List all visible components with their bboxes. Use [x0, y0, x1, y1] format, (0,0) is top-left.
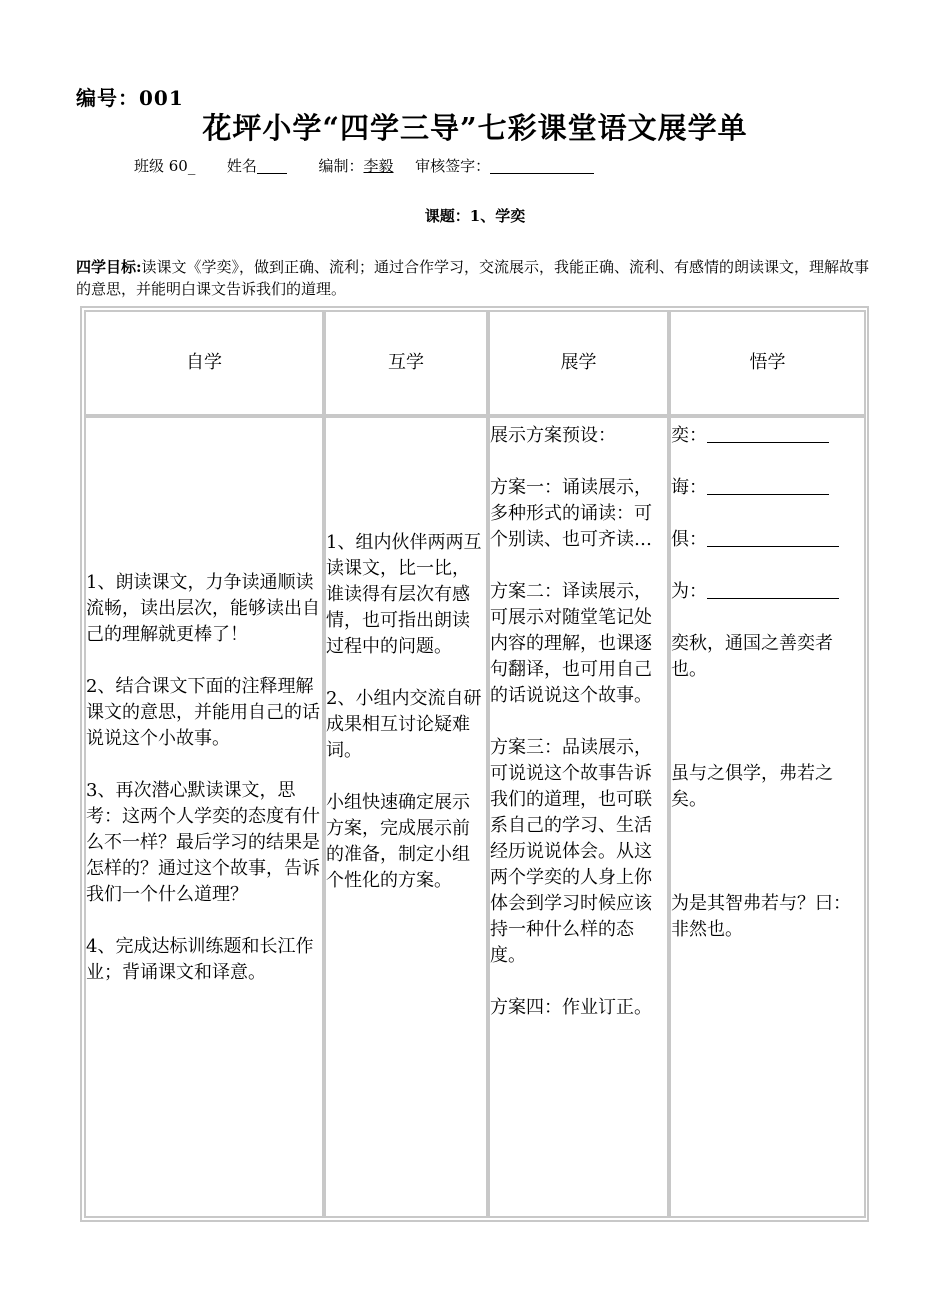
- insight-word: 俱：: [671, 529, 707, 550]
- insight-word-row: [671, 579, 864, 605]
- show-study-cell: [488, 416, 669, 1218]
- mutual-study-cell: [324, 416, 488, 1218]
- show-study-item: 方案二：译读展示，可展示对随堂笔记处内容的理解，也课逐句翻译，也可用自己的话说说这个故事。: [490, 581, 652, 706]
- answer-blank: [707, 580, 839, 599]
- review-blank: [490, 159, 594, 174]
- class-label: 班级 60: [134, 157, 188, 175]
- goals-label: 四学目标:: [76, 258, 142, 276]
- serial-number: 编号：001: [76, 86, 184, 110]
- self-study-item: 2、结合课文下面的注释理解课文的意思，并能用自己的话说说这个小故事。: [86, 676, 320, 749]
- goals-text: 读课文《学奕》，做到正确、流利；通过合作学习，交流展示，我能正确、流利、有感情的朗读课文，理解故事的意思，并能明白课文告诉我们的道理。: [76, 258, 870, 298]
- class-blank: _: [187, 157, 196, 175]
- insight-sentence: 虽与之俱学，弗若之矣。: [671, 763, 833, 810]
- mutual-study-item: 2、小组内交流自研成果相互讨论疑难词。: [326, 688, 482, 761]
- author-name: 李毅: [363, 157, 394, 175]
- review-label: 审核签字：: [415, 157, 491, 175]
- author-label: 编制：: [318, 157, 364, 175]
- answer-blank: [707, 476, 829, 495]
- header-insight-study: 悟学: [669, 310, 866, 416]
- insight-word: 诲：: [671, 477, 707, 498]
- show-study-item: 展示方案预设：: [490, 425, 616, 446]
- mutual-study-item: 小组快速确定展示方案，完成展示前的准备，制定小组个性化的方案。: [326, 792, 470, 891]
- insight-word: 奕：: [671, 425, 707, 446]
- meta-line: [134, 155, 594, 176]
- show-study-item: 方案三：品读展示，可说说这个故事告诉我们的道理，也可联系自己的学习、生活经历说说体会。从这两个学奕的人身上你体会到学习时候应该持一种什么样的态度。: [490, 737, 652, 966]
- insight-sentence: 奕秋，通国之善奕者也。: [671, 633, 833, 680]
- header-show-study: 展学: [488, 310, 669, 416]
- insight-word-row: [671, 527, 864, 553]
- name-blank: [257, 159, 287, 174]
- insight-word: 为：: [671, 581, 707, 602]
- insight-word-row: [671, 475, 864, 501]
- show-study-item: 方案四：作业订正。: [490, 997, 652, 1018]
- answer-blank: [707, 424, 829, 443]
- insight-sentence: 为是其智弗若与？曰：非然也。: [671, 893, 851, 940]
- lesson-subject: 课题：1、学奕: [424, 207, 526, 225]
- self-study-cell: [84, 416, 324, 1218]
- header-self-study: 自学: [84, 310, 324, 416]
- insight-study-cell: [669, 416, 866, 1218]
- answer-blank: [707, 528, 839, 547]
- self-study-item: 4、完成达标训练题和长江作业；背诵课文和译意。: [86, 936, 314, 983]
- name-label: 姓名: [226, 157, 257, 175]
- insight-word-row: [671, 423, 864, 449]
- self-study-item: 1、朗读课文，力争读通顺读流畅，读出层次，能够读出自己的理解就更棒了！: [86, 572, 320, 645]
- learning-goals: [76, 256, 880, 300]
- mutual-study-item: 1、组内伙伴两两互读课文，比一比，谁读得有层次有感情，也可指出朗读过程中的问题。: [326, 532, 482, 657]
- header-mutual-study: 互学: [324, 310, 488, 416]
- self-study-item: 3、再次潜心默读课文，思考：这两个人学奕的态度有什么不一样？最后学习的结果是怎样的？通过这个故事，告诉我们一个什么道理？: [86, 780, 320, 905]
- show-study-item: 方案一：诵读展示，多种形式的诵读：可个别读、也可齐读…: [490, 477, 652, 550]
- page-title: 花坪小学“四学三导”七彩课堂语文展学单: [202, 111, 748, 145]
